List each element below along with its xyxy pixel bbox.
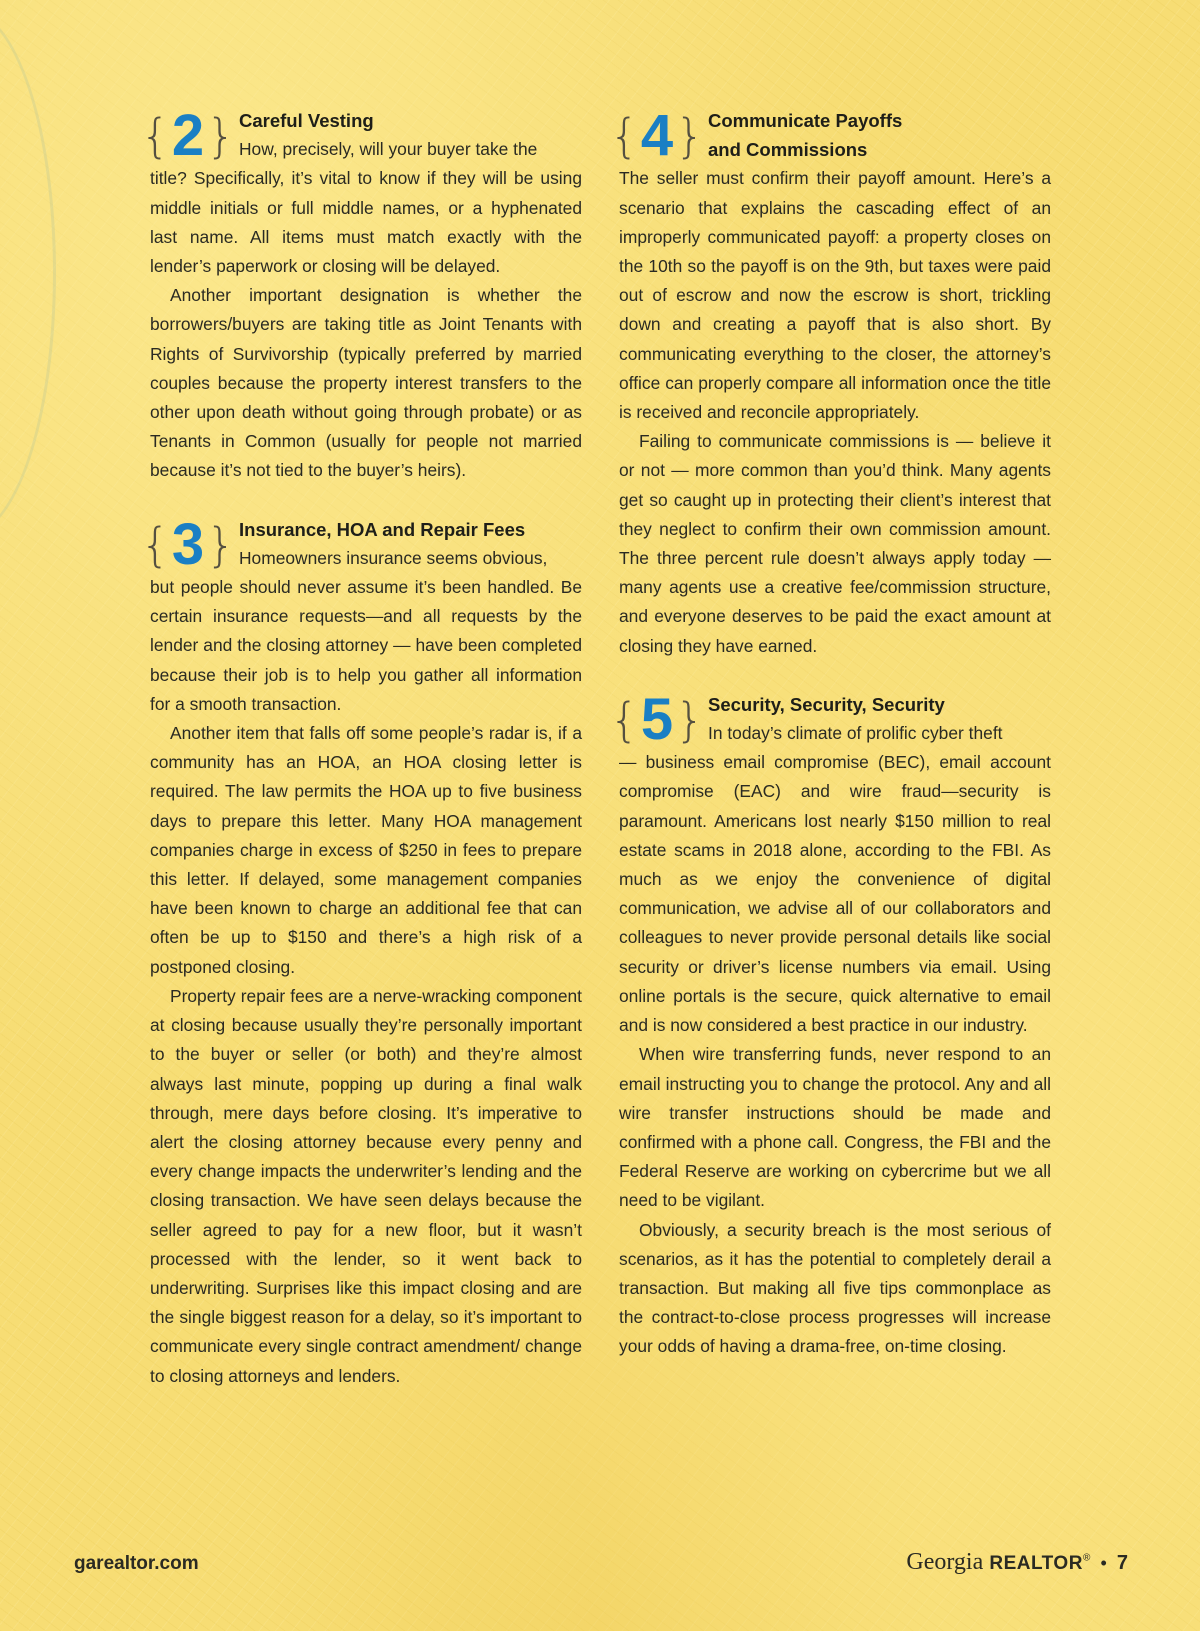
section-title-line-1: Communicate Payoffs (708, 110, 903, 131)
section-heading (140, 511, 582, 577)
left-column (140, 103, 582, 1420)
left-brace-icon: { (609, 109, 639, 163)
section-lead-text: In today’s climate of prolific cyber theft (708, 723, 1003, 744)
section-heading (609, 686, 1051, 752)
magazine-name-georgia: Georgia (906, 1549, 984, 1575)
separator-dot: • (1100, 1553, 1107, 1573)
magazine-folio (906, 1549, 1128, 1576)
section-lead-text: Homeowners insurance seems obvious, (239, 547, 548, 568)
paragraph: — business email compromise (BEC), email account compromise (EAC) and wire fraud—security is paramount. Americans lost nearly $150 million to real estate scams in 2018 alone, according to the FBI. As much as we enjoy the convenience of digital communication, we advise all of our collaborators and colleagues to never provide personal details like social security or driver’s license numbers via email. Using online portals is the secure, quick alternative to email and is now considered a best practice in our industry. (619, 752, 1051, 1036)
section-number: 5 (640, 686, 674, 752)
paragraph: but people should never assume it’s been handled. Be certain insurance requests—and all requests by the lender and the closing attorney — have been completed because their job is to help you gather all information for a smooth transaction. (150, 577, 582, 714)
section-heading (609, 103, 1051, 168)
right-brace-icon: } (675, 692, 705, 747)
left-brace-icon: { (140, 517, 170, 572)
left-brace-icon: { (140, 109, 170, 163)
page-number: 7 (1116, 1552, 1128, 1574)
section-number-badge (140, 103, 236, 168)
section-number: 2 (171, 103, 205, 168)
paragraph: Property repair fees are a nerve-wracking component at closing because usually they’re personally important to the buyer or seller (or both) and they’re almost always last minute, popping up during a final walk through, mere days before closing. It’s imperative to alert the closing attorney because every penny and every change impacts the underwriter’s lending and the closing transaction. We have seen delays because the seller agreed to pay for a new floor, but it wasn’t processed with the lender, so it went back to underwriting. Surprises like this impact closing and are the single biggest reason for a delay, so it’s important to communicate every single contract amendment/ change to closing attorneys and lenders. (150, 985, 582, 1386)
right-column (609, 103, 1051, 1391)
left-brace-icon: { (609, 692, 639, 747)
right-brace-icon: } (206, 517, 236, 572)
section-title: Security, Security, Security (708, 693, 945, 715)
website-link[interactable]: garealtor.com (74, 1553, 199, 1574)
right-brace-icon: } (675, 109, 705, 163)
paragraph: Obviously, a security breach is the most serious of scenarios, as it has the potential to completely derail a transaction. But making all five tips commonplace as the contract-to-close process progresses will increase your odds of having a drama-free, on-time closing. (619, 1219, 1051, 1357)
section-title-line-2: and Commissions (708, 139, 868, 161)
paragraph: When wire transferring funds, never respond to an email instructing you to change the protocol. Any and all wire transfer instructions should be made and confirmed with a phone call. Congress, the FBI and the Federal Reserve are working on cybercrime but we all need to be vigilant. (619, 1044, 1051, 1211)
section-number-badge (609, 103, 705, 168)
section-number-badge (140, 511, 236, 577)
paragraph: Another item that falls off some people’s radar is, if a community has an HOA, an HOA closing letter is required. The law permits the HOA up to five business days to prepare this letter. Many HOA management companies charge in excess of $250 in fees to prepare this letter. If delayed, some management companies have been known to charge an additional fee that can often be up to $150 and there’s a high risk of a postponed closing. (150, 723, 582, 977)
section-lead-text: How, precisely, will your buyer take the (239, 139, 538, 160)
section-number: 4 (640, 103, 674, 168)
right-brace-icon: } (206, 109, 236, 163)
section-heading (140, 103, 582, 168)
section-security (609, 686, 1051, 1362)
paragraph: title? Specifically, it’s vital to know if they will be using middle initials or full middle names, or a hyphenated last name. All items must match exactly with the lender’s paperwork or closing will be delayed. (150, 168, 582, 277)
section-careful-vesting (140, 103, 582, 486)
paragraph: Failing to communicate commissions is — believe it or not — more common than you’d think. Many agents get so caught up in protecting their client’s interest that they neglect to confirm their own commission amount. The three percent rule doesn’t always apply today — many agents use a creative fee/commission structure, and everyone deserves to be paid the exact amount at closing they have earned. (619, 431, 1051, 656)
section-communicate-payoffs (609, 103, 1051, 661)
section-number-badge (609, 686, 705, 752)
section-title: Careful Vesting (239, 110, 374, 131)
section-number: 3 (171, 511, 205, 577)
registered-mark: ® (1082, 1552, 1091, 1564)
section-insurance-hoa-repair-fees (140, 511, 582, 1391)
paragraph: The seller must confirm their payoff amount. Here’s a scenario that explains the cascading effect of an improperly communicated payoff: a property closes on the 10th so the payoff is on the 9th, but taxes were paid out of escrow and now the escrow is short, trickling down and creating a payoff that is also short. By communicating everything to the closer, the attorney’s office can properly compare all information once the title is received and reconcile appropriately. (619, 168, 1051, 423)
paragraph: Another important designation is whether the borrowers/buyers are taking title as Joint Tenants with Rights of Survivorship (typically preferred by married couples because the property interest transfers to the other upon death without going through probate) or as Tenants in Common (usually for people not married because it’s not tied to the buyer’s heirs). (150, 285, 582, 481)
section-title: Insurance, HOA and Repair Fees (239, 518, 526, 540)
decorative-swirl (0, 10, 56, 536)
magazine-name-realtor: REALTOR (989, 1553, 1083, 1574)
